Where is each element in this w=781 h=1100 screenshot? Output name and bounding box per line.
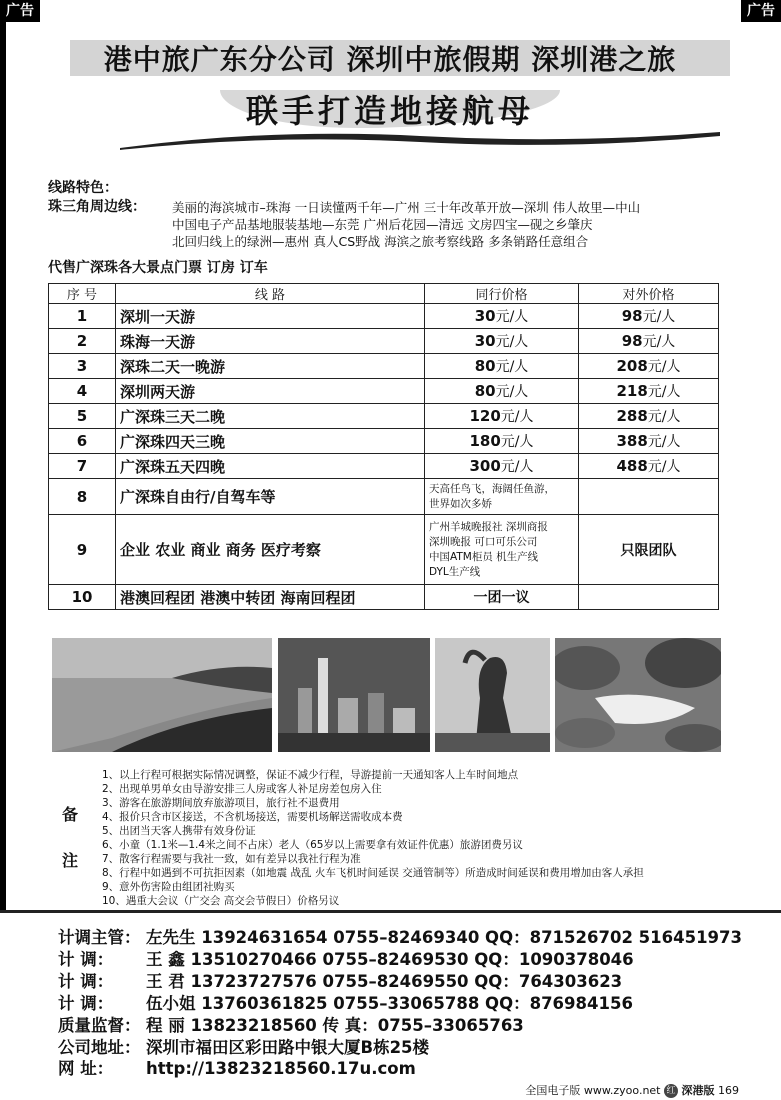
footer-badge-icon: 红 <box>664 1084 678 1098</box>
public-price-unit: 元/人 <box>642 334 676 350</box>
public-price-num: 208 <box>616 357 648 375</box>
header-peer-price: 同行价格 <box>425 284 579 304</box>
ad-tag-left: 广告 <box>0 0 40 22</box>
row-public-price <box>579 479 719 515</box>
peer-desc-line: 深圳晚报 可口可乐公司 <box>429 535 538 548</box>
note-item: 4、报价只含市区接送，不含机场接送，需要机场解送需收成本费 <box>102 811 403 823</box>
row-public-price <box>579 454 719 479</box>
contact-label: 计 调： <box>58 972 114 991</box>
note-item: 8、行程中如遇到不可抗拒因素（如地震 战乱 火车飞机时间延误 交通管制等）所造成时间延误和费用增加由客人承担 <box>102 867 644 879</box>
row-route: 珠海一天游 <box>116 329 425 354</box>
contact-label: 计 调： <box>58 950 114 969</box>
contact-text: 王 君 13723727576 0755–82469550 QQ：764303623 <box>146 972 623 991</box>
row-no: 6 <box>49 429 116 454</box>
public-price-unit: 元/人 <box>647 409 681 425</box>
public-price-unit: 元/人 <box>647 384 681 400</box>
peer-desc-line: 世界如次多娇 <box>429 497 492 510</box>
public-price-unit: 元/人 <box>647 359 681 375</box>
table-row <box>49 515 719 585</box>
row-no: 2 <box>49 329 116 354</box>
row-route: 广深珠四天三晚 <box>116 429 425 454</box>
page-number: 169 <box>718 1084 739 1097</box>
row-peer-price <box>425 404 579 429</box>
contact-label: 计 调： <box>58 994 114 1013</box>
row-peer-desc <box>425 479 579 515</box>
peer-price-num: 120 <box>469 407 501 425</box>
row-peer-price <box>425 354 579 379</box>
row-peer-desc <box>425 515 579 585</box>
row-no: 4 <box>49 379 116 404</box>
table-row <box>49 354 719 379</box>
contact-text: 深圳市福田区彩田路中银大厦B栋25楼 <box>146 1038 430 1057</box>
ad-tag-right: 广告 <box>741 0 781 22</box>
public-price-unit: 元/人 <box>647 434 681 450</box>
title-line-1: 港中旅广东分公司 深圳中旅假期 深圳港之旅 <box>103 43 677 76</box>
row-no: 5 <box>49 404 116 429</box>
table-row <box>49 404 719 429</box>
city-night-photo <box>278 638 430 752</box>
contact-row <box>58 990 633 1014</box>
peer-price-unit: 元/人 <box>500 434 534 450</box>
row-peer-price <box>425 454 579 479</box>
table-row <box>49 585 719 610</box>
row-peer-price <box>425 429 579 454</box>
note-item: 3、游客在旅游期间放弃旅游项目，旅行社不退费用 <box>102 797 340 809</box>
notes-label-bottom: 注 <box>62 851 79 870</box>
row-peer-price <box>425 379 579 404</box>
peer-price-unit: 元/人 <box>495 384 529 400</box>
header-no: 序 号 <box>49 284 116 304</box>
row-route: 港澳回程团 港澳中转团 海南回程团 <box>116 585 425 610</box>
row-no: 1 <box>49 304 116 329</box>
routes-label: 珠三角周边线： <box>48 199 146 215</box>
note-item: 2、出现单男单女由导游安排三人房或客人补足房差包房入住 <box>102 783 382 795</box>
row-route: 深圳一天游 <box>116 304 425 329</box>
note-item: 9、意外伤害险由组团社购买 <box>102 881 235 893</box>
contact-label: 质量监督： <box>58 1016 141 1035</box>
contact-label: 公司地址： <box>58 1038 141 1057</box>
contact-text: 程 丽 13823218560 传 真：0755–33065763 <box>146 1016 524 1035</box>
peer-desc-line: 广州羊城晚报社 深圳商报 <box>429 520 548 533</box>
left-border-line <box>0 20 6 910</box>
peer-price-unit: 元/人 <box>495 334 529 350</box>
peer-price-unit: 元/人 <box>495 359 529 375</box>
public-price-num: 98 <box>621 332 643 350</box>
note-item: 5、出团当天客人携带有效身份证 <box>102 825 256 837</box>
peer-price-unit: 元/人 <box>495 309 529 325</box>
agency-line: 代售广深珠各大景点门票 订房 订车 <box>48 260 268 276</box>
note-item: 7、散客行程需要与我社一致，如有差异以我社行程为准 <box>102 853 361 865</box>
row-public-price <box>579 354 719 379</box>
public-price-num: 218 <box>616 382 648 400</box>
route-line-2: 中国电子产品基地服装基地—东莞 广州后花园—清远 文房四宝—砚之乡肇庆 <box>172 217 593 232</box>
table-row <box>49 379 719 404</box>
title-line-2: 联手打造地接航母 <box>245 92 534 130</box>
row-public-price <box>579 585 719 610</box>
row-public-price <box>579 429 719 454</box>
peer-desc-line: DYL生产线 <box>429 565 481 578</box>
route-line-3: 北回归线上的绿洲—惠州 真人CS野战 海滨之旅考察线路 多条销路任意组合 <box>172 234 589 249</box>
public-price-num: 288 <box>616 407 648 425</box>
row-peer-price: 一团一议 <box>425 585 579 610</box>
peer-price-num: 30 <box>474 307 496 325</box>
contact-text: 王 鑫 13510270466 0755–82469530 QQ：1090378046 <box>146 950 634 969</box>
section-divider <box>0 910 781 913</box>
table-header-row <box>49 284 719 304</box>
peer-desc-line: 中国ATM柜员 机生产线 <box>429 550 539 563</box>
website-link[interactable]: http://13823218560.17u.com <box>146 1059 416 1078</box>
table-row <box>49 454 719 479</box>
peer-price-unit: 元/人 <box>500 459 534 475</box>
peer-price-num: 80 <box>474 382 496 400</box>
header-route: 线 路 <box>116 284 425 304</box>
contact-row <box>58 946 634 970</box>
row-public-price <box>579 304 719 329</box>
row-no: 10 <box>49 585 116 610</box>
beach-photo <box>52 638 272 752</box>
price-table <box>48 283 719 610</box>
stream-rocks-photo <box>555 638 721 752</box>
header-public-price: 对外价格 <box>579 284 719 304</box>
row-peer-price <box>425 304 579 329</box>
table-row <box>49 479 719 515</box>
page-footer <box>525 1082 739 1098</box>
contact-text: 左先生 13924631654 0755–82469340 QQ：871526702 516451973 <box>146 928 742 947</box>
row-no: 3 <box>49 354 116 379</box>
notes-label-top: 备 <box>62 805 79 824</box>
peer-price-unit: 元/人 <box>500 409 534 425</box>
row-no: 7 <box>49 454 116 479</box>
features-heading: 线路特色： <box>48 180 118 196</box>
row-public-price <box>579 329 719 354</box>
note-item: 1、以上行程可根据实际情况调整，保证不减少行程，导游提前一天通知客人上车时间地点 <box>102 769 519 781</box>
route-line-1: 美丽的海滨城市–珠海 一日读懂两千年—广州 三十年改革开放—深圳 伟人故里—中山 <box>172 200 641 215</box>
note-item: 6、小童（1.1米—1.4米之间不占床）老人（65岁以上需要拿有效证件优惠）旅游团费另议 <box>102 839 523 851</box>
peer-price-num: 30 <box>474 332 496 350</box>
table-row <box>49 304 719 329</box>
peer-price-num: 80 <box>474 357 496 375</box>
row-no: 8 <box>49 479 116 515</box>
public-price-unit: 元/人 <box>642 309 676 325</box>
contact-row <box>58 968 622 992</box>
public-price-num: 98 <box>621 307 643 325</box>
contact-row <box>58 1012 524 1036</box>
footer-edition: 深港版 <box>681 1084 715 1097</box>
contact-text: 伍小姐 13760361825 0755–33065788 QQ：876984156 <box>146 994 633 1013</box>
note-item: 10、遇重大会议（广交会 高交会节假日）价格另议 <box>102 895 340 907</box>
row-route: 广深珠自由行/自驾车等 <box>116 479 425 515</box>
peer-desc-line: 天高任鸟飞，海阔任鱼游， <box>429 482 555 495</box>
goat-statue-photo <box>435 638 550 752</box>
contact-row <box>58 1055 416 1079</box>
contact-label: 计调主管： <box>58 928 141 947</box>
public-price-num: 488 <box>616 457 648 475</box>
row-route: 深珠二天一晚游 <box>116 354 425 379</box>
row-public-price: 只限团队 <box>579 515 719 585</box>
contact-row <box>58 924 742 948</box>
title-banner <box>40 28 740 128</box>
table-row <box>49 429 719 454</box>
public-price-unit: 元/人 <box>647 459 681 475</box>
title-swoosh-decoration <box>120 128 720 150</box>
row-peer-price <box>425 329 579 354</box>
row-route: 广深珠五天四晚 <box>116 454 425 479</box>
table-row <box>49 329 719 354</box>
row-public-price <box>579 379 719 404</box>
peer-price-num: 300 <box>469 457 501 475</box>
row-route: 企业 农业 商业 商务 医疗考察 <box>116 515 425 585</box>
row-route: 深圳两天游 <box>116 379 425 404</box>
footer-text: 全国电子版 www.zyoo.net <box>525 1084 661 1097</box>
row-public-price <box>579 404 719 429</box>
peer-price-num: 180 <box>469 432 501 450</box>
row-no: 9 <box>49 515 116 585</box>
row-route: 广深珠三天二晚 <box>116 404 425 429</box>
contact-label: 网 址： <box>58 1059 114 1078</box>
public-price-num: 388 <box>616 432 648 450</box>
